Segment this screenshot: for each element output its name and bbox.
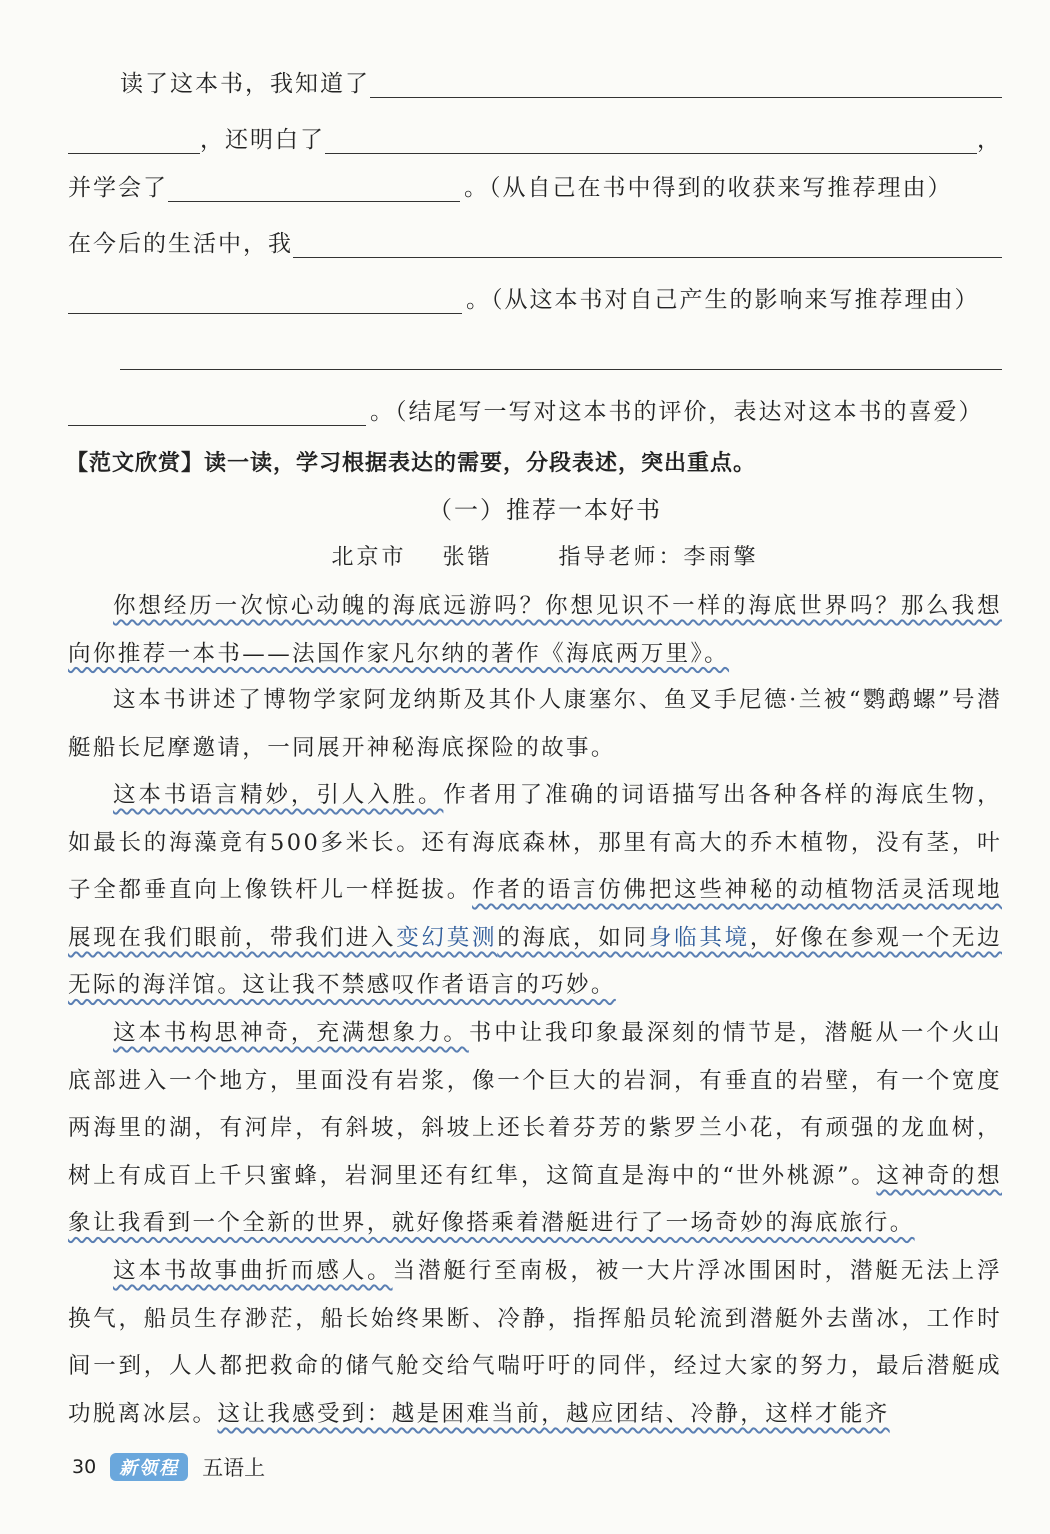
paragraph-3-summary-b: 的海底，如同 — [497, 924, 649, 951]
fill-line-2 — [68, 106, 1002, 154]
fill-line-1 — [68, 50, 1002, 98]
fill-line-2-comma: ， — [977, 127, 1002, 153]
essay-paragraph-3 — [68, 772, 1002, 1010]
paragraph-4-body: 书中让我印象最深刻的情节是，潜艇从一个火山底部进入一个地方，里面没有岩浆，像一个巨大的岩洞，有垂直的岩壁，有一个宽度两海里的湖，有河岸，有斜坡，斜坡上还长着芬芳的紫罗兰小花，有顽强的龙血树，树上有成百上千只蜜蜂，岩洞里还有红隼，这简直是海中的“世外桃源”。 — [68, 1020, 1002, 1189]
teacher-name: 指导老师：李雨擎 — [558, 545, 759, 570]
fill-line-7 — [68, 378, 1002, 426]
hint-text: 。（从自己在书中得到的收获来写推荐理由） — [464, 175, 953, 201]
answer-blank[interactable] — [168, 165, 460, 202]
fill-line-4 — [68, 210, 1002, 258]
essay-title: （一）推荐一本好书 — [428, 496, 662, 524]
paragraph-4-topic: 这本书构思神奇，充满想象力。 — [113, 1020, 469, 1046]
answer-blank[interactable] — [370, 61, 1002, 98]
fill-line-3 — [68, 154, 1002, 202]
paragraph-5-summary: 这让我感受到：越是困难当前，越应团结、冷静，这样才能齐 — [217, 1400, 890, 1427]
paragraph-5-topic: 这本书故事曲折而感人。 — [113, 1258, 393, 1284]
page-number: 30 — [72, 1456, 97, 1478]
hint-text: 。（从这本书对自己产生的影响来写推荐理由） — [466, 287, 980, 313]
paragraph-3-topic: 这本书语言精妙，引人入胜。 — [113, 782, 444, 808]
fill-line-4-text: 在今后的生活中，我 — [68, 231, 293, 257]
essay-byline — [0, 540, 1050, 571]
fill-line-2-text: ，还明白了 — [200, 127, 325, 153]
answer-blank[interactable] — [68, 277, 462, 314]
paragraph-1-text: 你想经历一次惊心动魄的海底远游吗？你想见识不一样的海底世界吗？那么我想向你推荐一本书——法国作家凡尔纳的著作《海底两万里》。 — [68, 593, 1002, 667]
answer-blank[interactable] — [68, 389, 366, 426]
hint-text: 。（结尾写一写对这本书的评价，表达对这本书的喜爱） — [370, 399, 984, 425]
page-footer — [72, 1452, 265, 1482]
section-heading — [66, 446, 756, 482]
paragraph-3-summary-a: 作者的语言仿佛把这些神秘的动植物活灵活现地展现在我们眼前，带我们进入 — [68, 877, 1002, 951]
paragraph-5-body: 当潜艇行至南极，被一大片浮冰围困时，潜艇无法上浮换气，船员生存渺茫，船长始终果断、冷静，指挥船员轮流到潜艇外去凿冰，工作时间一到，人人都把救命的储气舱交给气喘吁吁的同伴，经过大家的努力，最后潜艇成功脱离冰层。 — [68, 1258, 1002, 1427]
fill-line-6 — [68, 322, 1002, 370]
answer-blank[interactable] — [325, 117, 977, 154]
paragraph-2-text: 这本书讲述了博物学家阿龙纳斯及其仆人康塞尔、鱼叉手尼德·兰被“鹦鹉螺”号潜艇船长尼摩邀请，一同展开神秘海底探险的故事。 — [68, 687, 1002, 761]
essay-paragraph-5 — [68, 1248, 1002, 1438]
essay-paragraph-2 — [68, 677, 1002, 772]
essay-paragraph-1 — [68, 583, 1002, 678]
fill-line-1-text: 读了这本书，我知道了 — [120, 71, 370, 97]
paragraph-3-body: 作者用了准确的词语描写出各种各样的海底生物，如最长的海藻竟有500多米长。还有海底森林，那里有高大的乔木植物，没有茎，叶子全都垂直向上像铁杆儿一样挺拔。 — [68, 782, 1002, 904]
paragraph-4-summary: 这神奇的想象让我看到一个全新的世界，就好像搭乘着潜艇进行了一场奇妙的海底旅行。 — [68, 1162, 1002, 1237]
paragraph-3-summary-c: ，好像在参观一个无边无际的海洋馆。这让我不禁感叹作者语言的巧妙。 — [68, 924, 1002, 999]
fill-line-5 — [68, 266, 1002, 314]
highlight-word: 变幻莫测 — [396, 924, 498, 951]
fill-line-3-text: 并学会了 — [68, 175, 168, 201]
answer-blank[interactable] — [120, 333, 1002, 370]
answer-blank[interactable] — [293, 221, 1002, 258]
answer-blank[interactable] — [68, 117, 200, 154]
essay-paragraph-4 — [68, 1010, 1002, 1248]
highlight-word: 身临其境 — [648, 924, 750, 951]
brand-logo: 新领程 — [110, 1453, 188, 1481]
section-instruction: 读一读，学习根据表达的需要，分段表述，突出重点。 — [204, 451, 757, 476]
section-label: 【范文欣赏】 — [66, 451, 205, 476]
author-city: 北京市 — [331, 545, 407, 570]
author-name: 张锴 — [442, 545, 493, 570]
grade-label: 五语上 — [202, 1456, 266, 1480]
